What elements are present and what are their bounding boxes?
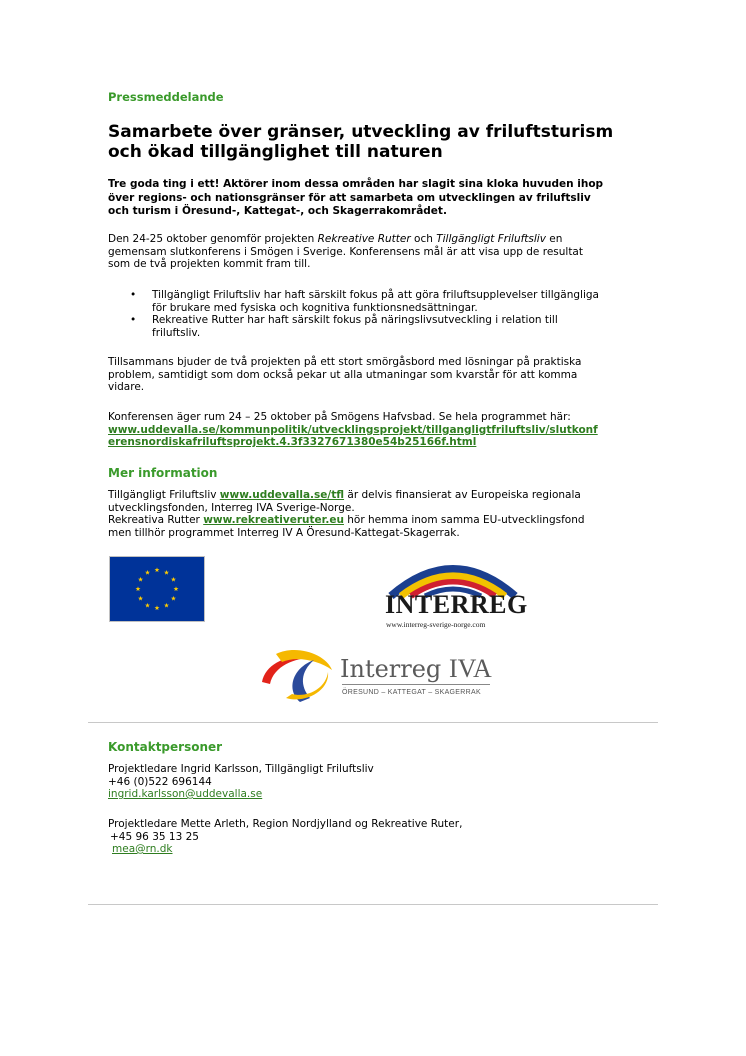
contact-card-2 (108, 818, 668, 856)
contacts-heading: Kontaktpersoner (108, 740, 223, 754)
tfl-link[interactable]: www.uddevalla.se/tfl (219, 489, 345, 501)
page-title (108, 122, 613, 162)
contact-phone: +45 96 35 13 25 (110, 830, 199, 843)
interreg-logo (383, 552, 528, 632)
lead-paragraph (108, 178, 668, 219)
divider (88, 904, 658, 905)
intro-line-1: Den 24-25 oktober genomför projekten Rekreative Rutter och Tillgängligt Friluftsliv en (108, 233, 563, 245)
interreg-iva-wordmark: Interreg IVA (340, 654, 492, 683)
program-link-line-1[interactable]: www.uddevalla.se/kommunpolitik/utvecklingsprojekt/tillgangligtfriluftsliv/slutkonf (108, 423, 598, 436)
lead-line: och turism i Öresund-, Kattegat-, och Skagerrakområdet. (108, 205, 447, 217)
title-line-1: Samarbete över gränser, utveckling av friluftsturism (108, 122, 614, 142)
bullet-list (130, 289, 670, 339)
intro-line-3: som de två projekten kommit fram till. (108, 258, 311, 270)
lead-line: över regions- och nationsgränser för att samarbeta om utvecklingen av friluftsliv (108, 191, 591, 204)
title-line-2: och ökad tillgänglighet till naturen (108, 142, 443, 162)
contact-name: Projektledare Ingrid Karlsson, Tillgängligt Friluftsliv (108, 763, 374, 775)
interreg-iva-logo (256, 644, 496, 706)
project-name-tillgangligt: Tillgängligt Friluftsliv (436, 233, 546, 245)
interreg-wordmark: INTERREG (385, 590, 528, 619)
summary-paragraph: Tillsammans bjuder de två projekten på ett stort smörgåsbord med lösningar på praktiska problem, samtidigt som dom också pekar ut alla utmaningar som kvarstår för att komma vidare. (108, 356, 582, 393)
eu-flag-logo (109, 556, 205, 622)
contact-card-1 (108, 763, 668, 801)
interreg-url: www.interreg-sverige-norge.com (386, 620, 486, 629)
divider (88, 722, 658, 723)
conference-paragraph: Konferensen äger rum 24 – 25 oktober på Smögens Hafvsbad. Se hela programmet här: www.uddevalla.se/kommunpolitik/utvecklingsprojekt/tillgangligtfriluftsliv/slutkonf erensnordiskafriluftsprojekt.4.3f3327671380e54b25166f.html (108, 411, 688, 449)
rekreativeruter-link[interactable]: www.rekreativeruter.eu (203, 514, 344, 526)
lead-line: Tre goda ting i ett! Aktörer inom dessa områden har slagit sina kloka huvuden ihop (108, 178, 604, 190)
contact-email-link[interactable]: ingrid.karlsson@uddevalla.se (108, 788, 263, 800)
intro-paragraph (108, 233, 668, 271)
list-item: • Tillgängligt Friluftsliv har haft särskilt fokus på att göra friluftsupplevelser tillgängliga för brukare med fysiska och kognitiva funktionsnedsättningar. (130, 289, 670, 314)
kicker: Pressmeddelande (108, 90, 224, 104)
eu-flag-icon (110, 557, 204, 621)
interreg-iva-swirl-icon (256, 644, 338, 706)
more-info-heading: Mer information (108, 466, 218, 480)
contact-name: Projektledare Mette Arleth, Region Nordjylland og Rekreative Ruter, (108, 818, 463, 830)
interreg-iva-subtitle: ÖRESUND – KATTEGAT – SKAGERRAK (342, 689, 481, 696)
intro-line-2: gemensam slutkonferens i Smögen i Sverige. Konferensens mål är att visa upp de resultat (108, 245, 583, 258)
contact-email-link[interactable]: mea@rn.dk (112, 843, 173, 855)
interreg-iva-divider (342, 684, 490, 685)
program-link-line-2[interactable]: erensnordiskafriluftsprojekt.4.3f3327671380e54b25166f.html (108, 436, 477, 448)
list-item: • Rekreative Rutter har haft särskilt fokus på näringslivsutveckling i relation till friluftsliv. (130, 314, 670, 339)
project-name-rekreative: Rekreative Rutter (317, 233, 411, 245)
more-info-paragraph: Tillgängligt Friluftsliv www.uddevalla.se/tfl är delvis finansierat av Europeiska regionala utvecklingsfonden, Interreg IVA Sverige-Norge. Rekreativa Rutter www.rekreativeruter.eu hör hemma inom samma EU-utvecklingsfond men tillhör programmet Interreg IV A Öresund-Kattegat-Skagerrak. (108, 489, 585, 539)
contact-phone: +46 (0)522 696144 (108, 775, 212, 788)
